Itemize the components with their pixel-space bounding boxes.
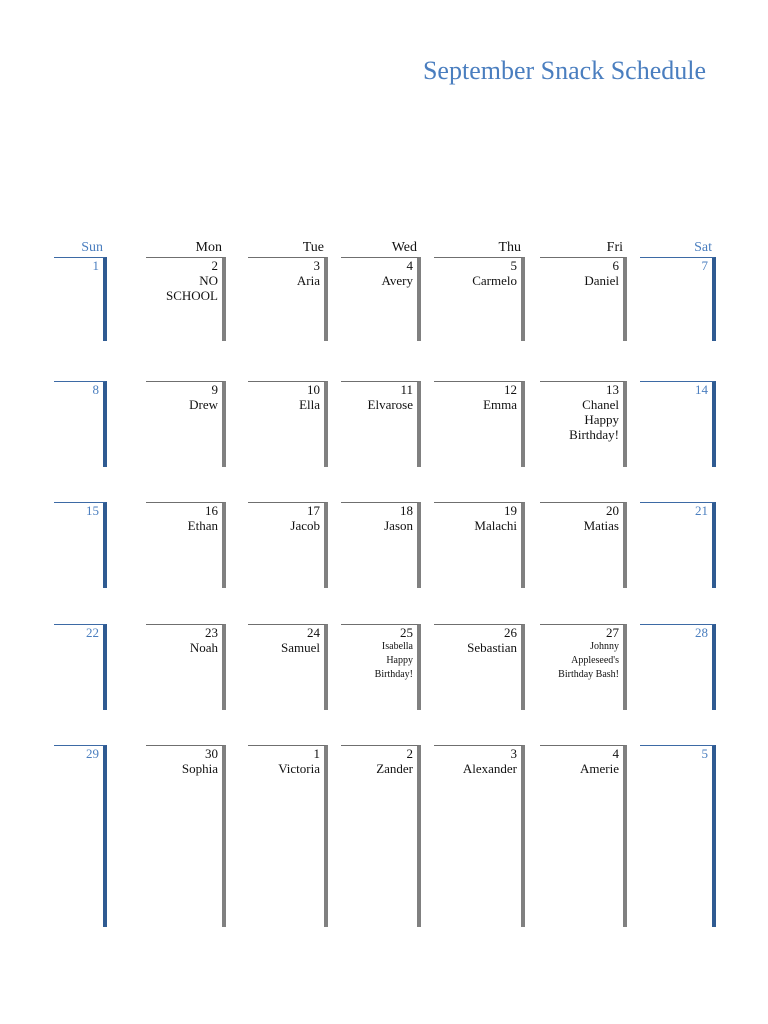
day-number: 14 [695,382,708,397]
snack-note: Aria [296,273,320,288]
calendar-day-cell [434,745,525,927]
day-header-row [0,240,768,258]
day-number: 12 [504,382,517,397]
calendar-day-cell [54,624,107,710]
day-number: 5 [701,746,708,761]
snack-note: Carmelo [472,273,517,288]
calendar-day-cell [248,502,328,588]
snack-note: Elvarose [367,397,413,412]
snack-note: Ella [299,397,320,412]
calendar-day-cell [540,257,627,341]
day-number: 28 [695,625,708,640]
day-number: 1 [92,258,99,273]
snack-note: Happy [584,412,619,427]
calendar-day-cell [146,502,226,588]
day-number: 4 [406,258,413,273]
calendar-day-cell [146,381,226,467]
day-number: 2 [211,258,218,273]
day-number: 23 [205,625,218,640]
calendar-day-cell [434,624,525,710]
calendar-day-cell [341,745,421,927]
calendar-day-cell [54,502,107,588]
calendar-day-cell [146,624,226,710]
snack-note: Happy [386,655,413,666]
snack-note: Malachi [474,518,517,533]
snack-note: Zander [376,761,413,776]
snack-note: Noah [189,640,218,655]
day-header-sun: Sun [81,240,103,255]
day-header-wed: Wed [391,240,417,255]
calendar-day-cell [640,745,716,927]
snack-note: Ethan [187,518,218,533]
snack-note: Isabella [381,641,413,652]
calendar-day-cell [540,381,627,467]
calendar-day-cell [540,502,627,588]
snack-note: Emma [483,397,517,412]
day-number: 30 [205,746,218,761]
day-number: 6 [612,258,619,273]
day-header-sat: Sat [694,240,712,255]
calendar-day-cell [640,502,716,588]
calendar-day-cell [54,257,107,341]
snack-note: SCHOOL [165,288,218,303]
snack-note: Birthday! [569,427,619,442]
day-number: 17 [307,503,320,518]
day-number: 2 [406,746,413,761]
calendar-day-cell [54,745,107,927]
calendar-day-cell [146,745,226,927]
snack-note: Appleseed's [571,655,619,666]
day-number: 10 [307,382,320,397]
day-number: 24 [307,625,320,640]
snack-note: Amerie [580,761,619,776]
day-number: 15 [86,503,99,518]
snack-note: Matias [583,518,619,533]
day-number: 21 [695,503,708,518]
calendar-day-cell [341,624,421,710]
calendar-day-cell [248,257,328,341]
calendar-day-cell [341,381,421,467]
day-number: 18 [400,503,413,518]
day-number: 20 [606,503,619,518]
snack-note: Jacob [290,518,320,533]
day-header-tue: Tue [302,240,324,255]
day-number: 29 [86,746,99,761]
snack-note: Sebastian [467,640,517,655]
day-number: 1 [313,746,320,761]
calendar-day-cell [540,745,627,927]
day-number: 16 [205,503,218,518]
day-number: 26 [504,625,517,640]
snack-note: Samuel [281,640,320,655]
snack-note: Avery [381,273,413,288]
day-number: 4 [612,746,619,761]
page-title: September Snack Schedule [422,56,706,85]
calendar-day-cell [248,624,328,710]
calendar-day-cell [434,381,525,467]
day-number: 3 [510,746,517,761]
calendar-day-cell [640,624,716,710]
calendar-day-cell [540,624,627,710]
day-header-fri: Fri [606,240,623,255]
snack-note: Birthday! [374,669,413,680]
calendar-day-cell [341,257,421,341]
snack-note: Daniel [584,273,619,288]
snack-note: Drew [189,397,218,412]
day-header-mon: Mon [195,240,222,255]
day-number: 22 [86,625,99,640]
day-number: 19 [504,503,517,518]
day-number: 9 [211,382,218,397]
snack-note: Alexander [462,761,517,776]
day-number: 8 [92,382,99,397]
snack-note: NO [199,273,218,288]
calendar-day-cell [341,502,421,588]
day-number: 13 [606,382,619,397]
calendar-day-cell [146,257,226,341]
calendar-day-cell [640,381,716,467]
calendar-day-cell [434,257,525,341]
calendar-day-cell [434,502,525,588]
calendar-day-cell [54,381,107,467]
day-number: 25 [400,625,413,640]
calendar-day-cell [248,745,328,927]
day-number: 3 [313,258,320,273]
day-number: 11 [400,382,413,397]
day-number: 27 [606,625,619,640]
snack-note: Chanel [582,397,619,412]
day-header-thu: Thu [498,240,521,255]
day-number: 5 [510,258,517,273]
day-number: 7 [701,258,708,273]
snack-note: Johnny [590,641,619,652]
snack-note: Birthday Bash! [558,669,619,680]
calendar-day-cell [640,257,716,341]
calendar-day-cell [248,381,328,467]
snack-note: Victoria [278,761,320,776]
snack-note: Sophia [181,761,218,776]
snack-note: Jason [384,518,413,533]
